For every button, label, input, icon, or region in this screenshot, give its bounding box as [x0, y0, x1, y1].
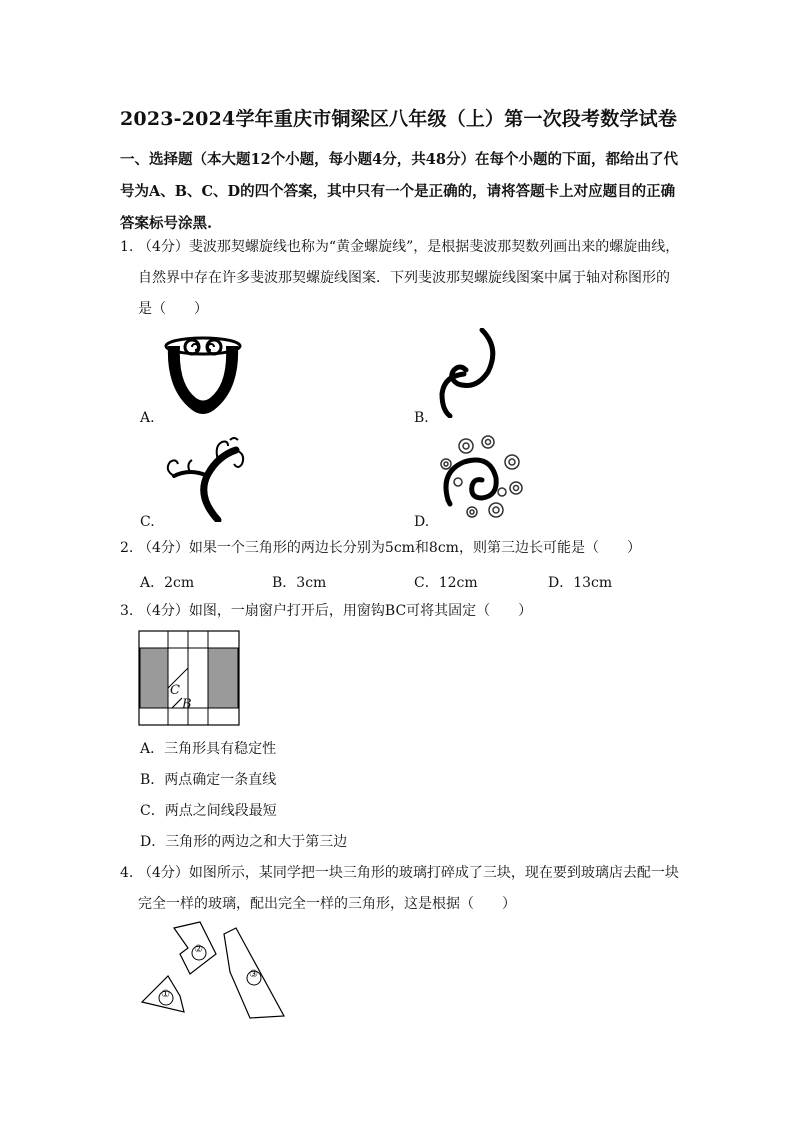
option-3d: D．三角形的两边之和大于第三边: [140, 834, 348, 850]
question-number: 2.: [120, 540, 134, 556]
question-number: 3.: [120, 603, 134, 619]
spiral-figure-a: [162, 332, 244, 418]
glass-pieces-figure: [138, 920, 298, 1020]
spiral-figure-d: [436, 432, 528, 524]
question-text: （4分）如果一个三角形的两边长分别为5cm和8cm，则第三边长可能是（ ）: [138, 540, 641, 556]
point-label-c: C: [170, 683, 180, 698]
piece-label-3: ③: [249, 969, 258, 980]
option-1a: A.: [140, 410, 155, 426]
question-text: （4分）如图所示，某同学把一块三角形的玻璃打碎成了三块，现在要到玻璃店去配一块完全一样的玻璃，配出完全一样的三角形，这是根据（ ）: [138, 865, 679, 912]
question-2: [120, 533, 680, 564]
spiral-figure-b: [436, 328, 500, 418]
option-3b: B．两点确定一条直线: [140, 772, 277, 788]
option-3c: C．两点之间线段最短: [140, 803, 277, 819]
option-2d: D．13cm: [548, 575, 613, 591]
section-heading: 一、选择题（本大题12个小题，每小题4分，共48分）在每个小题的下面，都给出了代号为A、B、C、D的四个答案，其中只有一个是正确的，请将答题卡上对应题目的正确答案标号涂黑.: [120, 151, 678, 232]
page-title: 2023-2024学年重庆市铜梁区八年级（上）第一次段考数学试卷: [120, 108, 678, 130]
question-4: [120, 858, 680, 920]
option-1c: C.: [140, 514, 155, 530]
option-2c: C．12cm: [414, 575, 478, 591]
option-2a: A．2cm: [140, 575, 195, 591]
question-text: （4分）斐波那契螺旋线也称为“黄金螺旋线”，是根据斐波那契数列画出来的螺旋曲线，自然界中存在许多斐波那契螺旋线图案．下列斐波那契螺旋线图案中属于轴对称图形的是（ ）: [138, 239, 680, 317]
option-3a: A．三角形具有稳定性: [140, 741, 277, 757]
question-3: [120, 596, 680, 627]
question-text: （4分）如图，一扇窗户打开后，用窗钩BC可将其固定（ ）: [138, 603, 533, 619]
option-2b: B．3cm: [272, 575, 327, 591]
question-number: 1.: [120, 239, 134, 255]
question-number: 4.: [120, 865, 134, 881]
option-1b: B.: [414, 410, 429, 426]
option-1d: D.: [414, 514, 430, 530]
piece-label-1: ①: [161, 989, 170, 1000]
point-label-b: B: [182, 697, 192, 712]
spiral-figure-c: [160, 436, 250, 522]
question-1: [120, 232, 680, 325]
piece-label-2: ②: [194, 944, 203, 955]
